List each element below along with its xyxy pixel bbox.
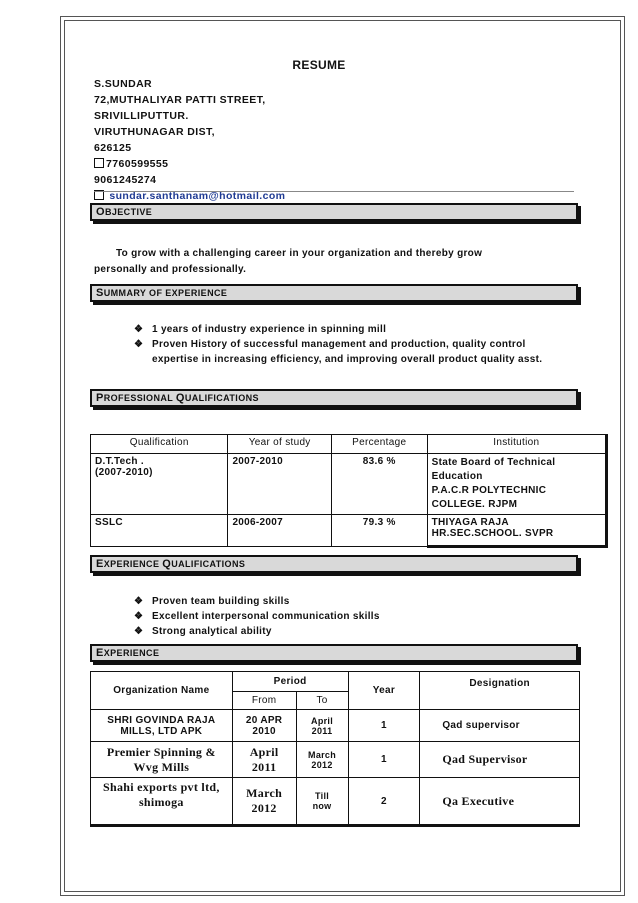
table-header-row bbox=[91, 435, 607, 454]
col-year-of-study: Year of study bbox=[228, 435, 331, 454]
table-row: Shahi exports pvt ltd, shimoga March 2012 Till now 2 Qa Executive bbox=[91, 778, 580, 826]
col-qualification: Qualification bbox=[91, 435, 228, 454]
exp-qual-header: EXPERIENCE QUALIFICATIONS bbox=[90, 555, 578, 573]
table-row: SHRI GOVINDA RAJA MILLS, LTD APK 20 APR 2010 April 2011 1 Qad supervisor bbox=[91, 710, 580, 742]
list-item: ❖ Strong analytical ability bbox=[134, 626, 272, 637]
objective-header: OBJECTIVE bbox=[90, 203, 578, 221]
table-row: D.T.Tech . (2007-2010) 2007-2010 83.6 % State Board of Technical Education P.A.C.R POLYTECHNIC COLLEGE. RJPM bbox=[91, 454, 607, 515]
col-year: Year bbox=[348, 672, 420, 710]
contact-email[interactable]: sundar.santhanam@hotmail.com bbox=[109, 190, 286, 202]
professional-header: PROFESSIONAL QUALIFICATIONS bbox=[90, 389, 578, 407]
bullet-icon: ❖ bbox=[134, 596, 144, 607]
experience-table bbox=[90, 671, 580, 827]
table-row: Premier Spinning & Wvg Mills April 2011 March 2012 1 Qad Supervisor bbox=[91, 742, 580, 778]
list-item: ❖ Proven team building skills bbox=[134, 596, 290, 607]
col-organization: Organization Name bbox=[91, 672, 233, 710]
col-period: Period bbox=[232, 672, 348, 692]
list-item: ❖ Excellent interpersonal communication skills bbox=[134, 611, 380, 622]
table-row: SSLC 2006-2007 79.3 % THIYAGA RAJA HR.SEC.SCHOOL. SVPR bbox=[91, 515, 607, 547]
contact-pincode: 626125 bbox=[94, 142, 132, 154]
bullet-icon: ❖ bbox=[134, 324, 144, 335]
list-item: ❖ 1 years of industry experience in spinning mill bbox=[134, 324, 387, 335]
contact-name: S.SUNDAR bbox=[94, 78, 153, 90]
contact-address-line2: SRIVILLIPUTTUR. bbox=[94, 110, 189, 122]
phone-icon bbox=[94, 158, 104, 168]
contact-phone2: 9061245274 bbox=[94, 174, 157, 186]
experience-header: EXPERIENCE bbox=[90, 644, 578, 662]
contact-block bbox=[94, 76, 285, 204]
objective-text: To grow with a challenging career in your organization and thereby grow personally and professionally. bbox=[94, 248, 483, 275]
col-institution: Institution bbox=[427, 435, 606, 454]
resume-title: RESUME bbox=[292, 58, 346, 72]
summary-list bbox=[130, 322, 550, 367]
bullet-icon: ❖ bbox=[134, 626, 144, 637]
col-designation: Designation bbox=[420, 672, 580, 710]
contact-address-line3: VIRUTHUNAGAR DIST, bbox=[94, 126, 215, 138]
col-to: To bbox=[296, 692, 348, 710]
exp-qual-list bbox=[130, 594, 550, 639]
bullet-icon: ❖ bbox=[134, 611, 144, 622]
header-divider bbox=[94, 191, 574, 192]
contact-address-line1: 72,MUTHALIYAR PATTI STREET, bbox=[94, 94, 266, 106]
col-percentage: Percentage bbox=[331, 435, 427, 454]
bullet-icon: ❖ bbox=[134, 339, 144, 350]
list-item: ❖ Proven History of successful management and production, quality control expertise in increasing efficiency, and improving overall product quality asst. bbox=[134, 339, 543, 365]
contact-phone1: 7760599555 bbox=[106, 158, 169, 170]
col-from: From bbox=[232, 692, 296, 710]
summary-header: SUMMARY OF EXPERIENCE bbox=[90, 284, 578, 302]
qualifications-table bbox=[90, 434, 608, 548]
